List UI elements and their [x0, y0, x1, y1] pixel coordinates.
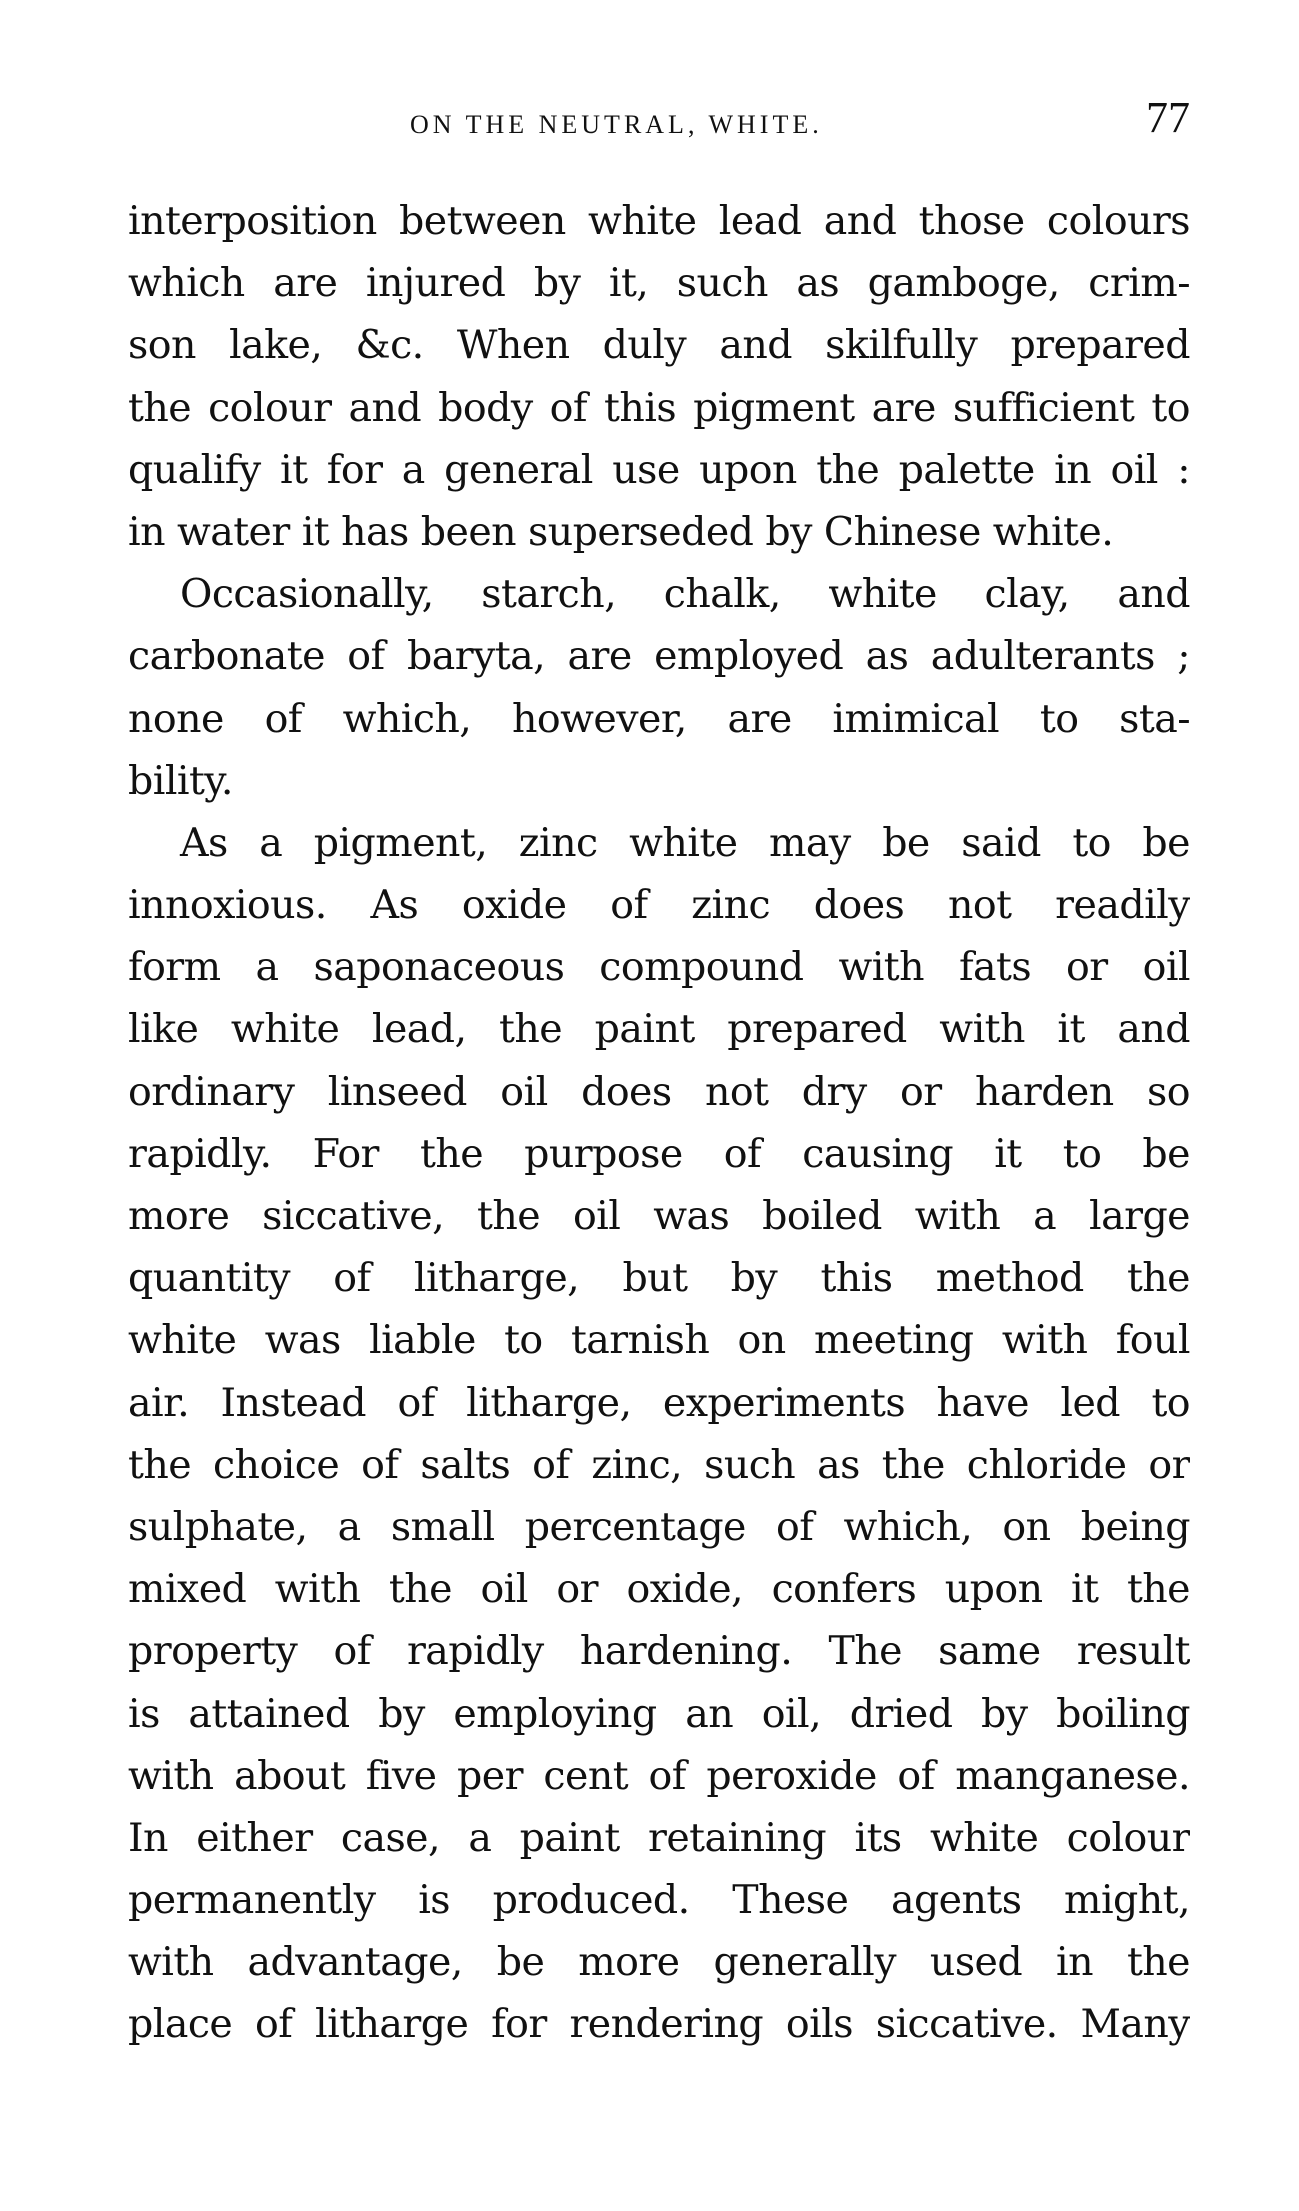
- text-line: none of which, however, are imimical to sta-: [128, 695, 1190, 742]
- running-head: [128, 92, 1190, 162]
- running-title: ON THE NEUTRAL, WHITE.: [410, 110, 823, 139]
- page-number: 77: [1146, 93, 1190, 142]
- body-text: [128, 190, 1190, 2056]
- text-line: like white lead, the paint prepared with it and: [128, 1006, 1190, 1053]
- text-line: the colour and body of this pigment are sufficient to: [128, 384, 1190, 431]
- text-line: ordinary linseed oil does not dry or harden so: [128, 1068, 1190, 1115]
- text-line: innoxious. As oxide of zinc does not readily: [128, 882, 1190, 929]
- text-line: with advantage, be more generally used in the: [128, 1939, 1190, 1986]
- paragraph-start-line: As a pigment, zinc white may be said to be: [180, 819, 1190, 866]
- text-line: with about five per cent of peroxide of manganese.: [128, 1752, 1190, 1799]
- text-line: which are injured by it, such as gamboge, crim-: [128, 260, 1190, 307]
- text-line: place of litharge for rendering oils siccative. Many: [128, 2001, 1190, 2048]
- text-line: form a saponaceous compound with fats or oil: [128, 944, 1190, 991]
- text-line: property of rapidly hardening. The same result: [128, 1628, 1190, 1675]
- text-line: mixed with the oil or oxide, confers upon it the: [128, 1566, 1190, 1613]
- text-line: In either case, a paint retaining its white colour: [128, 1814, 1190, 1861]
- text-line: is attained by employing an oil, dried by boiling: [128, 1690, 1190, 1737]
- text-line: son lake, &c. When duly and skilfully prepared: [128, 322, 1190, 369]
- text-line: sulphate, a small percentage of which, on being: [128, 1503, 1190, 1550]
- text-line: air. Instead of litharge, experiments have led to: [128, 1379, 1190, 1426]
- text-line: more siccative, the oil was boiled with a large: [128, 1193, 1190, 1239]
- text-line: interposition between white lead and those colours: [128, 198, 1190, 244]
- text-line: permanently is produced. These agents might,: [128, 1877, 1190, 1924]
- text-line: in water it has been superseded by Chinese white.: [128, 508, 1114, 555]
- paragraph-start-line: Occasionally, starch, chalk, white clay, and: [180, 571, 1190, 618]
- text-line: qualify it for a general use upon the palette in oil :: [128, 446, 1190, 493]
- text-line: bility.: [128, 757, 233, 804]
- text-line: rapidly. For the purpose of causing it to be: [128, 1130, 1190, 1177]
- text-line: white was liable to tarnish on meeting with foul: [128, 1317, 1190, 1364]
- text-line: quantity of litharge, but by this method the: [128, 1255, 1190, 1302]
- text-line: carbonate of baryta, are employed as adulterants ;: [128, 633, 1190, 680]
- text-line: the choice of salts of zinc, such as the chloride or: [128, 1441, 1190, 1488]
